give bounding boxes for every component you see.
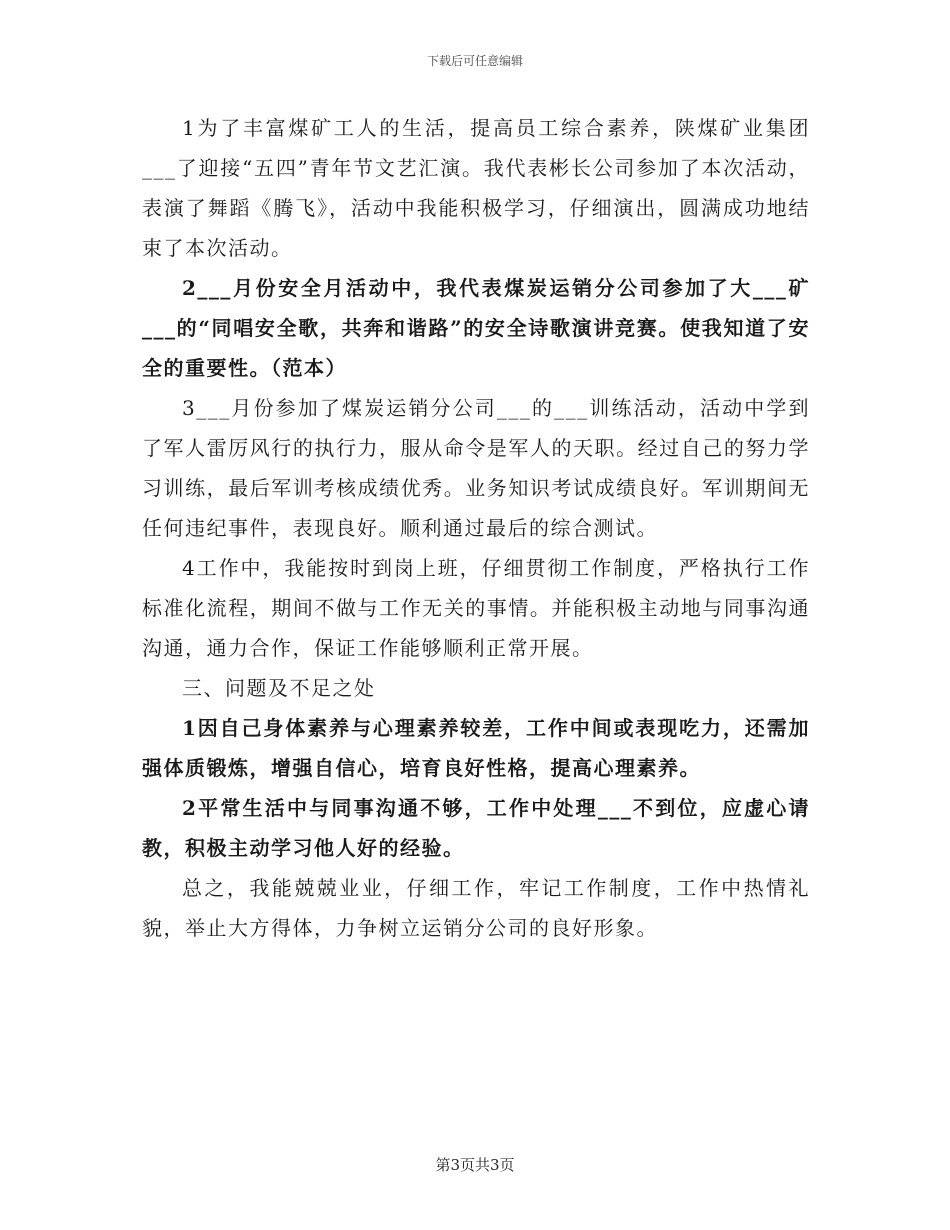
paragraph-problem-1: 1因自己身体素养与心理素养较差，工作中间或表现吃力，还需加强体质锻炼，增强自信心，培育良好性格，提高心理素养。 (142, 716, 810, 780)
paragraph-military-training: 3___月份参加了煤炭运销分公司___的___训练活动，活动中学到了军人雷厉风行的执行力，服从命令是军人的天职。经过自己的努力学习训练，最后军训考核成绩优秀。业务知识考试成绩良好。军训期间无任何违纪事件，表现良好。顺利通过最后的综合测试。 (142, 396, 810, 540)
paragraph-problem-2: 2平常生活中与同事沟通不够，工作中处理___不到位，应虚心请教，积极主动学习他人好的经验。 (142, 796, 810, 860)
paragraph-safety-month: 2___月份安全月活动中，我代表煤炭运销分公司参加了大___矿___的“同唱安全歌，共奔和谐路”的安全诗歌演讲竞赛。使我知道了安全的重要性。（范本） (142, 276, 810, 380)
page-footer: 第3页共3页 (435, 1156, 515, 1174)
paragraph-conclusion: 总之，我能兢兢业业，仔细工作，牢记工作制度，工作中热情礼貌，举止大方得体，力争树立运销分公司的良好形象。 (142, 876, 810, 940)
section-heading-problems: 三、问题及不足之处 (182, 676, 376, 700)
paragraph-activity-may-fourth: 1为了丰富煤矿工人的生活，提高员工综合素养，陕煤矿业集团___了迎接“五四”青年节文艺汇演。我代表彬长公司参加了本次活动，表演了舞蹈《腾飞》，活动中我能积极学习，仔细演出，圆满成功地结束了本次活动。 (142, 116, 810, 260)
page-header: 下载后可任意编辑 (426, 54, 523, 68)
paragraph-work-attitude: 4工作中，我能按时到岗上班，仔细贯彻工作制度，严格执行工作标准化流程，期间不做与工作无关的事情。并能积极主动地与同事沟通沟通，通力合作，保证工作能够顺利正常开展。 (142, 556, 810, 660)
document-body (142, 108, 810, 948)
